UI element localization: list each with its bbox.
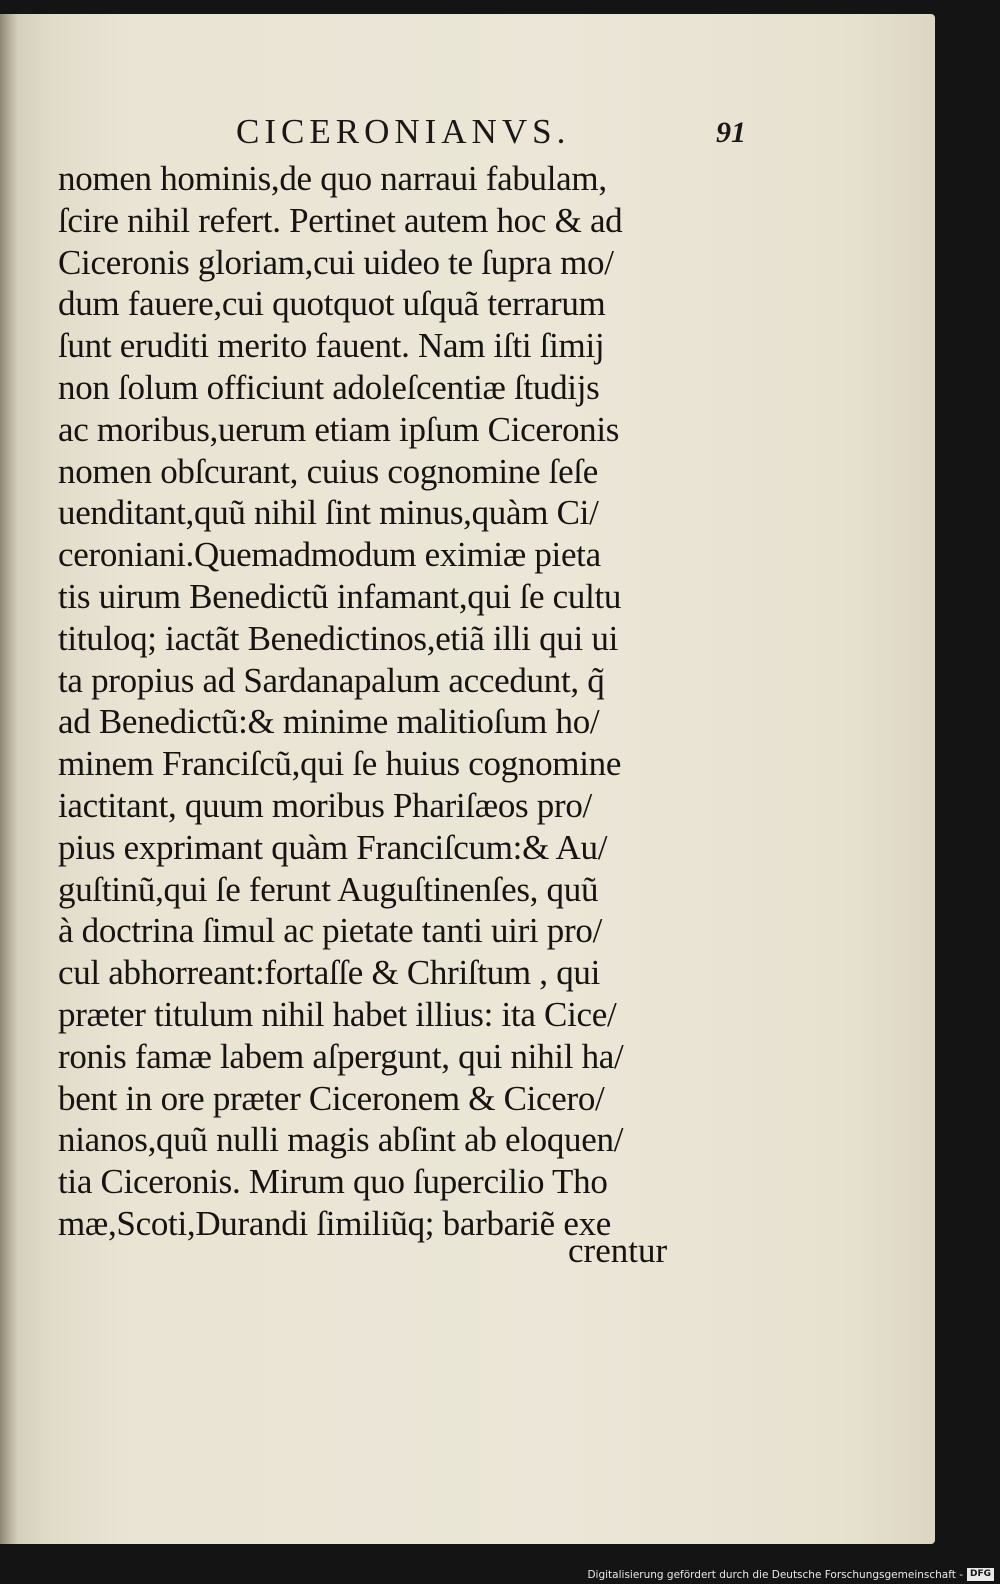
text-line: minem Franciſcũ,qui ſe huius cognomine: [58, 744, 622, 784]
text-line: iactitant, quum moribus Phariſæos pro/: [58, 785, 592, 825]
dfg-logo: DFG: [967, 1568, 994, 1581]
text-line: cul abhorreant:fortaſſe & Chriſtum , qui: [58, 953, 601, 993]
text-line: nomen hominis,de quo narraui fabulam,: [58, 159, 607, 198]
text-line: ad Benedictũ:& minime malitioſum ho/: [58, 702, 600, 742]
text-block: [58, 158, 698, 1245]
text-line: nianos,quũ nulli magis abſint ab eloquen/: [58, 1120, 624, 1160]
text-line: ac moribus,uerum etiam ipſum Ciceronis: [58, 409, 620, 449]
text-line: ſcire nihil refert. Pertinet autem hoc & ad: [58, 200, 623, 240]
text-line: non ſolum officiunt adoleſcentiæ ſtudijs: [58, 367, 600, 407]
text-line: Ciceronis gloriam,cui uideo te ſupra mo/: [58, 242, 614, 282]
running-head: CICERONIANVS.: [236, 112, 571, 151]
text-line: ta propius ad Sardanapalum accedunt, q̃: [58, 660, 605, 700]
text-line: uenditant,quũ nihil ſint minus,quàm Ci/: [58, 493, 599, 533]
catchword: crentur: [568, 1231, 668, 1270]
text-line: præter titulum nihil habet illius: ita Cice/: [58, 994, 617, 1034]
text-line: pius exprimant quàm Franciſcum:& Au/: [58, 827, 608, 867]
text-line: ronis famæ labem aſpergunt, qui nihil ha/: [58, 1036, 624, 1076]
text-line: tia Ciceronis. Mirum quo ſupercilio Tho: [58, 1162, 608, 1202]
gutter-shadow: [0, 14, 18, 1544]
text-line: à doctrina ſimul ac pietate tanti uiri pro/: [58, 911, 602, 951]
text-line: tituloq; iactãt Benedictinos,etiã illi qui ui: [58, 618, 619, 658]
text-line: dum fauere,cui quotquot uſquã terrarum: [58, 284, 606, 324]
text-line: mæ,Scoti,Durandi ſimiliũq; barbariẽ exe: [58, 1203, 612, 1243]
credit-text: Digitalisierung gefördert durch die Deutsche Forschungsgemeinschaft -: [587, 1568, 963, 1581]
digitization-credit: [587, 1568, 994, 1581]
text-line: bent in ore præter Ciceronem & Cicero/: [58, 1078, 605, 1118]
page-number: 91: [716, 116, 746, 149]
text-line: ſunt eruditi merito fauent. Nam iſti ſimij: [58, 326, 605, 366]
text-line: ceroniani.Quemadmodum eximiæ pieta: [58, 535, 601, 575]
text-line: tis uirum Benedictũ infamant,qui ſe cultu: [58, 576, 622, 616]
text-line: guſtinũ,qui ſe ferunt Auguſtinenſes, quũ: [58, 869, 599, 909]
text-line: nomen obſcurant, cuius cognomine ſeſe: [58, 451, 598, 491]
